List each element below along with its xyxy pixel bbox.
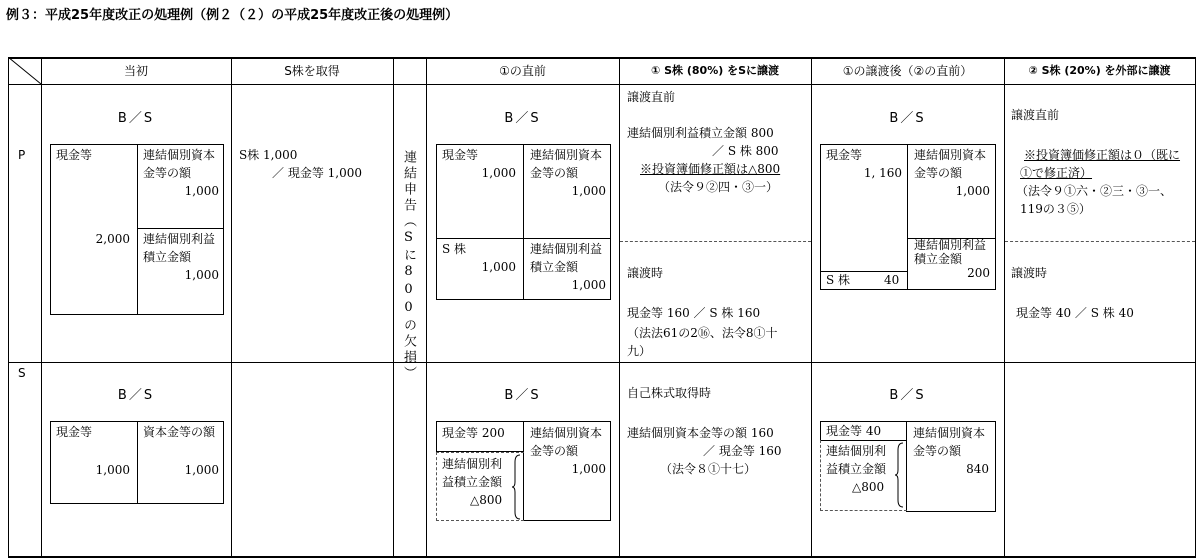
p-acquire-line2: ／ 現金等 1,000 bbox=[272, 166, 362, 180]
header-acquire: S株を取得 bbox=[284, 64, 340, 78]
p-before-re-item: 連結個別利益積立金額 bbox=[530, 242, 603, 274]
p-transfer1-heading-before: 譲渡直前 bbox=[627, 90, 676, 104]
bs-label: B／S bbox=[504, 111, 541, 126]
p-transfer2-heading-transfer: 譲渡時 bbox=[1011, 266, 1048, 280]
row-label-s: S bbox=[18, 366, 26, 380]
header-initial: 当初 bbox=[123, 64, 148, 78]
p-before-share-item: S 株 bbox=[442, 242, 467, 256]
table-right-border bbox=[1195, 57, 1196, 557]
p-before-capital-value: 1,000 bbox=[571, 184, 606, 198]
s-transfer1-line1: 連結個別資本金等の額 160 bbox=[627, 426, 774, 440]
s-after-capital-value: 840 bbox=[966, 462, 989, 476]
col-divider bbox=[1004, 57, 1005, 557]
p-after-cash-item: 現金等 bbox=[826, 148, 863, 162]
p-transfer2-line1: ※投資簿価修正額は０（既に bbox=[1024, 148, 1181, 162]
p-transfer1-line5: 現金等 160 ／ S 株 160 bbox=[627, 306, 761, 320]
p-before-cash-item: 現金等 bbox=[442, 148, 479, 162]
page-title: 例３：平成25年度改正の処理例（例２（２）の平成25年度改正後の処理例） bbox=[6, 8, 459, 23]
bs-label: B／S bbox=[504, 388, 541, 403]
p-initial-cash-item: 現金等 bbox=[56, 148, 93, 162]
s-after-re-value: △800 bbox=[852, 480, 885, 494]
s-before-cash-item: 現金等 200 bbox=[442, 426, 505, 440]
p-transfer1-line3: ※投資簿価修正額は△800 bbox=[640, 162, 781, 176]
p-transfer1-line2: ／ S 株 800 bbox=[712, 144, 779, 158]
p-transfer2-line5: 現金等 40 ／ S 株 40 bbox=[1016, 306, 1134, 320]
table-bottom-border bbox=[8, 556, 1196, 558]
p-before-re-value: 1,000 bbox=[571, 278, 606, 292]
col-divider bbox=[231, 57, 232, 557]
s-after-capital-item: 連結個別資本金等の額 bbox=[913, 426, 986, 458]
s-before-capital-value: 1,000 bbox=[571, 462, 606, 476]
p-transfer1-line7: 九） bbox=[627, 344, 652, 358]
col-divider bbox=[393, 57, 394, 557]
s-after-cash-item: 現金等 40 bbox=[826, 424, 882, 438]
col-divider bbox=[619, 57, 620, 557]
corner-diagonal bbox=[8, 57, 42, 85]
col-divider bbox=[426, 57, 427, 557]
p-initial-cash-value: 2,000 bbox=[95, 232, 130, 246]
header-divider bbox=[8, 84, 1196, 85]
p-after-cash-value: 1, 160 bbox=[863, 166, 902, 180]
p-after-share-item: S 株 bbox=[826, 273, 851, 287]
s-transfer1-line3: （法令８①十七） bbox=[660, 462, 757, 476]
bs-label: B／S bbox=[117, 388, 155, 403]
brace-icon bbox=[895, 442, 905, 508]
header-before: ①の直前 bbox=[499, 64, 546, 78]
p-after-re-value: 200 bbox=[967, 266, 990, 280]
p-after-share-value: 40 bbox=[884, 273, 900, 287]
p-initial-re-item: 連結個別利益積立金額 bbox=[143, 232, 216, 264]
p-transfer1-heading-transfer: 譲渡時 bbox=[627, 266, 664, 280]
s-transfer1-line2: ／ 現金等 160 bbox=[703, 444, 782, 458]
bs-label: B／S bbox=[889, 388, 926, 403]
s-initial-capital-item: 資本金等の額 bbox=[143, 425, 216, 439]
s-initial-capital-value: 1,000 bbox=[184, 463, 219, 477]
col-divider bbox=[41, 57, 42, 557]
s-initial-cash-value: 1,000 bbox=[95, 463, 130, 477]
p-initial-capital-item: 連結個別資本金等の額 bbox=[143, 148, 216, 180]
row-divider bbox=[8, 362, 1196, 363]
p-initial-capital-value: 1,000 bbox=[184, 184, 219, 198]
bs-label: B／S bbox=[889, 111, 926, 126]
p-transfer1-line1: 連結個別利益積立金額 800 bbox=[627, 126, 774, 140]
table-left-border bbox=[8, 57, 9, 557]
s-after-re-item: 連結個別利益積立金額 bbox=[826, 444, 887, 476]
p-initial-re-value: 1,000 bbox=[184, 268, 219, 282]
p-transfer1-line4: （法令９②四・③一） bbox=[658, 180, 779, 194]
row-label-p: P bbox=[18, 148, 26, 162]
bs-label: B／S bbox=[117, 111, 155, 126]
header-transfer1: ① S株 (80%) をSに譲渡 bbox=[650, 64, 780, 77]
col-divider bbox=[811, 57, 812, 557]
s-initial-cash-item: 現金等 bbox=[56, 425, 93, 439]
p-before-capital-item: 連結個別資本金等の額 bbox=[530, 148, 603, 180]
s-before-re-item: 連結個別利益積立金額 bbox=[442, 457, 503, 489]
s-transfer1-heading: 自己株式取得時 bbox=[627, 386, 712, 400]
consolidated-filing-note: 連結申告（Sに800の欠損） bbox=[401, 150, 416, 382]
p-transfer2-line3: （法令９①六・②三・③一、 bbox=[1016, 184, 1173, 198]
p-transfer2-heading-before: 譲渡直前 bbox=[1011, 108, 1060, 122]
p-acquire-line1: S株 1,000 bbox=[239, 148, 298, 162]
brace-icon bbox=[512, 454, 522, 520]
p-before-share-value: 1,000 bbox=[481, 260, 516, 274]
p-after-capital-value: 1,000 bbox=[955, 184, 990, 198]
p-after-capital-item: 連結個別資本金等の額 bbox=[914, 148, 987, 180]
s-before-re-value: △800 bbox=[470, 493, 503, 507]
header-after: ①の譲渡後（②の直前） bbox=[842, 64, 973, 78]
p-transfer1-line6: （法法61の2⑯、法令8①十 bbox=[627, 326, 778, 340]
header-transfer2: ② S株 (20%) を外部に譲渡 bbox=[1028, 64, 1171, 77]
p-before-cash-value: 1,000 bbox=[481, 166, 516, 180]
p-after-re-item: 連結個別利益積立金額 bbox=[914, 238, 987, 266]
p-transfer2-line2: ①で修正済） bbox=[1020, 166, 1093, 180]
p-transfer2-line4: 119の３⑤） bbox=[1020, 202, 1091, 216]
s-before-capital-item: 連結個別資本金等の額 bbox=[530, 426, 603, 458]
